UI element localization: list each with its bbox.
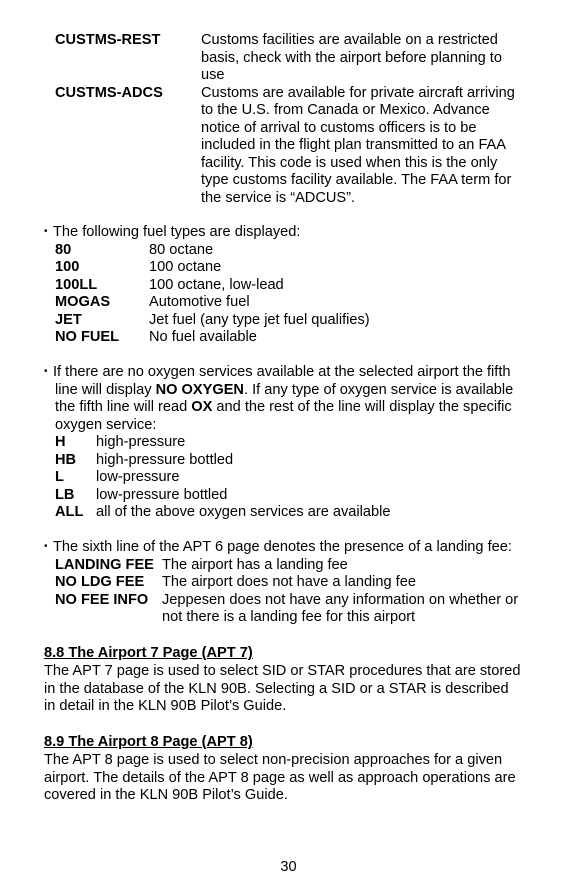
- landing-desc: Jeppesen does not have any information on whether or: [162, 591, 519, 608]
- section-heading: 8.9 The Airport 8 Page (APT 8): [44, 734, 253, 750]
- oxygen-code: ALL: [55, 504, 84, 520]
- customs-desc-line: basis, check with the airport before planning to: [201, 49, 502, 66]
- fuel-desc: 100 octane: [149, 259, 222, 275]
- section-body-line: The APT 8 page is used to select non-precision approaches for a given: [44, 752, 503, 768]
- landing-intro: The sixth line of the APT 6 page denotes the presence of a landing fee:: [53, 539, 512, 555]
- customs-desc-line: included in the flight plan transmitted to an FAA: [201, 137, 507, 153]
- section-body-line: covered in the KLN 90B Pilot’s Guide.: [44, 787, 288, 803]
- section-heading: 8.8 The Airport 7 Page (APT 7): [44, 645, 253, 661]
- landing-desc: The airport does not have a landing fee: [162, 574, 416, 590]
- customs-code-adcs: CUSTMS-ADCS: [55, 84, 163, 101]
- fuel-desc: 100 octane, low-lead: [149, 276, 284, 293]
- oxygen-code: H: [55, 434, 66, 450]
- customs-desc-line: use: [201, 67, 225, 83]
- customs-desc-line: type customs facility available. The FAA term for: [201, 172, 512, 188]
- oxygen-text-line: If there are no oxygen services available at the selected airport the fifth: [53, 364, 511, 380]
- fuel-desc: No fuel available: [149, 329, 257, 345]
- fuel-code: 100LL: [55, 276, 98, 293]
- landing-code: NO LDG FEE: [55, 574, 145, 590]
- bullet-icon: •: [44, 541, 48, 552]
- section-body-line: airport. The details of the APT 8 page as well as approach operations are: [44, 769, 516, 786]
- customs-desc-line: the service is “ADCUS”.: [201, 189, 356, 206]
- fuel-code: NO FUEL: [55, 329, 120, 345]
- oxygen-desc: low-pressure: [96, 469, 180, 485]
- oxygen-desc: all of the above oxygen services are available: [96, 504, 391, 520]
- landing-desc: not there is a landing fee for this airport: [162, 609, 416, 625]
- section-body-line: The APT 7 page is used to select SID or STAR procedures that are stored: [44, 663, 521, 679]
- oxygen-code: LB: [55, 486, 75, 503]
- bullet-icon: •: [44, 226, 48, 237]
- landing-desc: The airport has a landing fee: [162, 556, 348, 573]
- customs-desc-line: Customs facilities are available on a restricted: [201, 32, 498, 48]
- oxygen-code: HB: [55, 451, 77, 468]
- page-number: 30: [280, 859, 297, 875]
- landing-code: NO FEE INFO: [55, 591, 149, 608]
- fuel-code: MOGAS: [55, 294, 111, 310]
- customs-desc-line: facility. This code is used when this is the only: [201, 154, 498, 171]
- fuel-intro: The following fuel types are displayed:: [53, 224, 301, 240]
- fuel-code: 100: [55, 259, 80, 275]
- fuel-desc: Automotive fuel: [149, 294, 250, 310]
- customs-desc-line: notice of arrival to customs officers is to be: [201, 119, 477, 136]
- oxygen-desc: high-pressure bottled: [96, 451, 234, 468]
- oxygen-text-line: oxygen service:: [55, 416, 157, 433]
- landing-code: LANDING FEE: [55, 556, 154, 573]
- fuel-desc: Jet fuel (any type jet fuel qualifies): [149, 311, 370, 328]
- bullet-icon: •: [44, 366, 48, 377]
- oxygen-text-line: the fifth line will read OX and the rest of the line will display the specific: [55, 399, 512, 415]
- section-body-line: in the database of the KLN 90B. Selecting a SID or a STAR is described: [44, 680, 509, 697]
- oxygen-desc: high-pressure: [96, 434, 186, 450]
- fuel-desc: 80 octane: [149, 241, 214, 258]
- fuel-code: 80: [55, 241, 72, 258]
- oxygen-text-line: line will display NO OXYGEN. If any type of oxygen service is available: [55, 381, 514, 398]
- customs-desc-line: Customs are available for private aircraft arriving: [201, 84, 515, 101]
- oxygen-code: L: [55, 469, 64, 485]
- oxygen-desc: low-pressure bottled: [96, 486, 228, 503]
- section-body-line: in detail in the KLN 90B Pilot’s Guide.: [44, 698, 287, 714]
- customs-code-rest: CUSTMS-REST: [55, 32, 161, 48]
- customs-desc-line: to the U.S. from Canada or Mexico. Advance: [201, 102, 490, 118]
- fuel-code: JET: [55, 311, 82, 328]
